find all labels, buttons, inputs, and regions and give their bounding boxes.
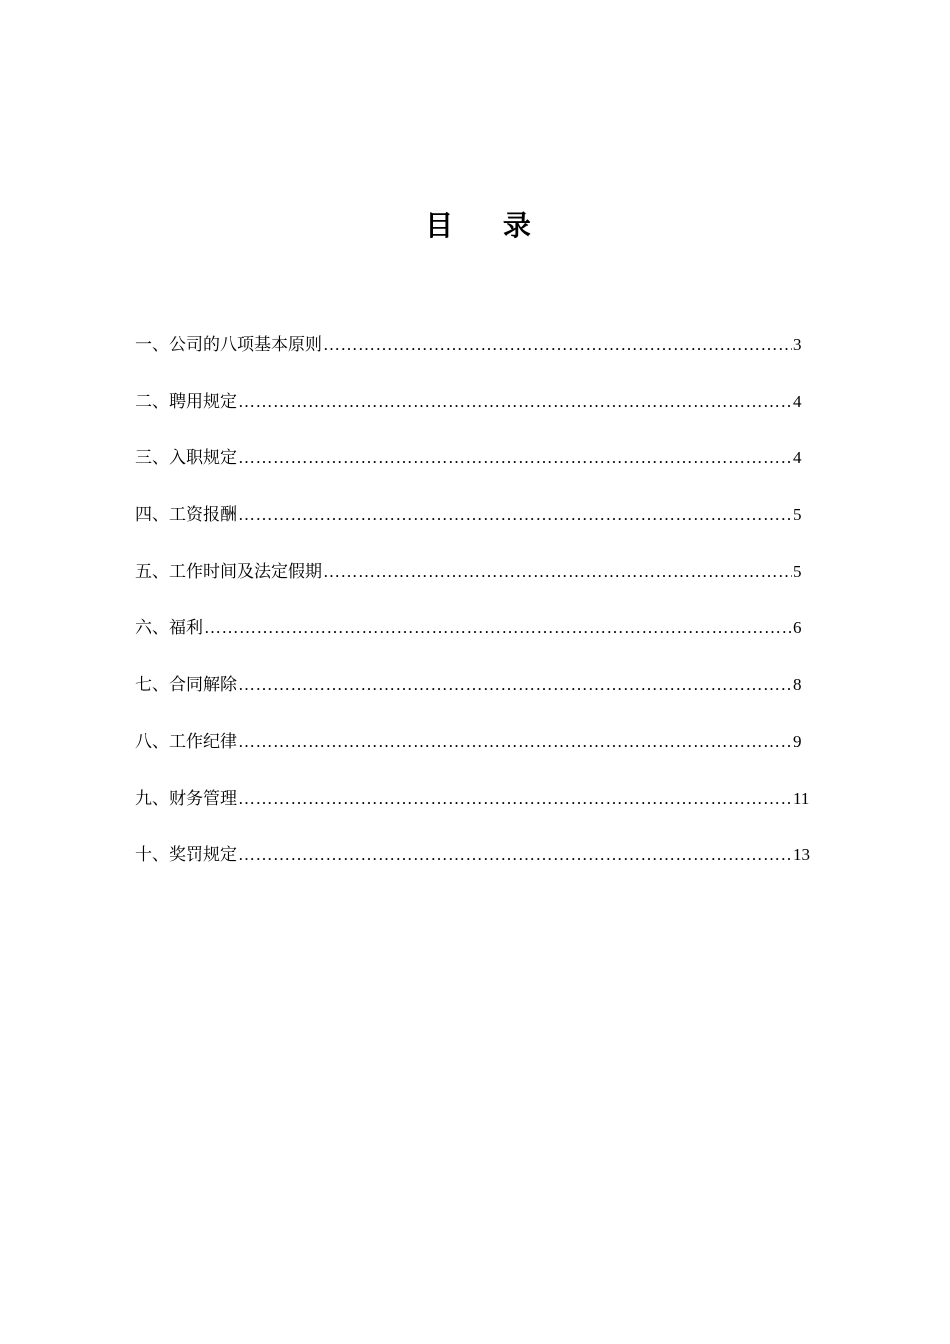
- toc-page-number: 4: [793, 448, 802, 468]
- toc-dot-leader: [323, 329, 792, 361]
- toc-entry[interactable]: [135, 329, 815, 386]
- toc-dot-leader: [238, 726, 792, 758]
- toc-entry[interactable]: [135, 669, 815, 726]
- toc-entry[interactable]: [135, 442, 815, 499]
- toc-entry-label: 三、入职规定: [135, 448, 237, 469]
- toc-dot-leader: [238, 442, 792, 474]
- toc-entry[interactable]: [135, 839, 815, 896]
- toc-page-number: 9: [793, 731, 802, 751]
- toc-dot-leader: [238, 386, 792, 418]
- toc-entry-label: 四、工资报酬: [135, 505, 237, 526]
- toc-dot-leader: [323, 556, 792, 588]
- toc-entry-label: 七、合同解除: [135, 675, 237, 696]
- toc-entry-label: 十、奖罚规定: [135, 845, 237, 866]
- toc-page-number: 5: [793, 561, 802, 581]
- toc-page-number: 4: [793, 391, 802, 411]
- toc-entry-label: 九、财务管理: [135, 788, 237, 809]
- toc-page-number: 8: [793, 675, 802, 695]
- table-of-contents: [135, 329, 815, 896]
- toc-entry-label: 六、福利: [135, 618, 203, 639]
- toc-page-number: 5: [793, 505, 802, 525]
- toc-entry[interactable]: [135, 726, 815, 783]
- toc-entry[interactable]: [135, 499, 815, 556]
- toc-page-number: 11: [793, 788, 810, 808]
- toc-entry-label: 五、工作时间及法定假期: [135, 561, 322, 582]
- toc-entry[interactable]: [135, 783, 815, 840]
- toc-entry[interactable]: [135, 556, 815, 613]
- toc-dot-leader: [204, 612, 792, 644]
- toc-entry-label: 八、工作纪律: [135, 731, 237, 752]
- toc-dot-leader: [238, 783, 792, 815]
- toc-entry-label: 一、公司的八项基本原则: [135, 335, 322, 355]
- toc-page-number: 3: [793, 335, 802, 354]
- toc-entry[interactable]: [135, 612, 815, 669]
- page-title: 目 录: [425, 209, 551, 242]
- toc-dot-leader: [238, 669, 792, 701]
- toc-page-number: 6: [793, 618, 802, 638]
- toc-dot-leader: [238, 499, 792, 531]
- toc-entry-label: 二、聘用规定: [135, 391, 237, 412]
- toc-dot-leader: [238, 839, 792, 871]
- toc-page-number: 13: [793, 845, 810, 865]
- toc-entry[interactable]: [135, 386, 815, 443]
